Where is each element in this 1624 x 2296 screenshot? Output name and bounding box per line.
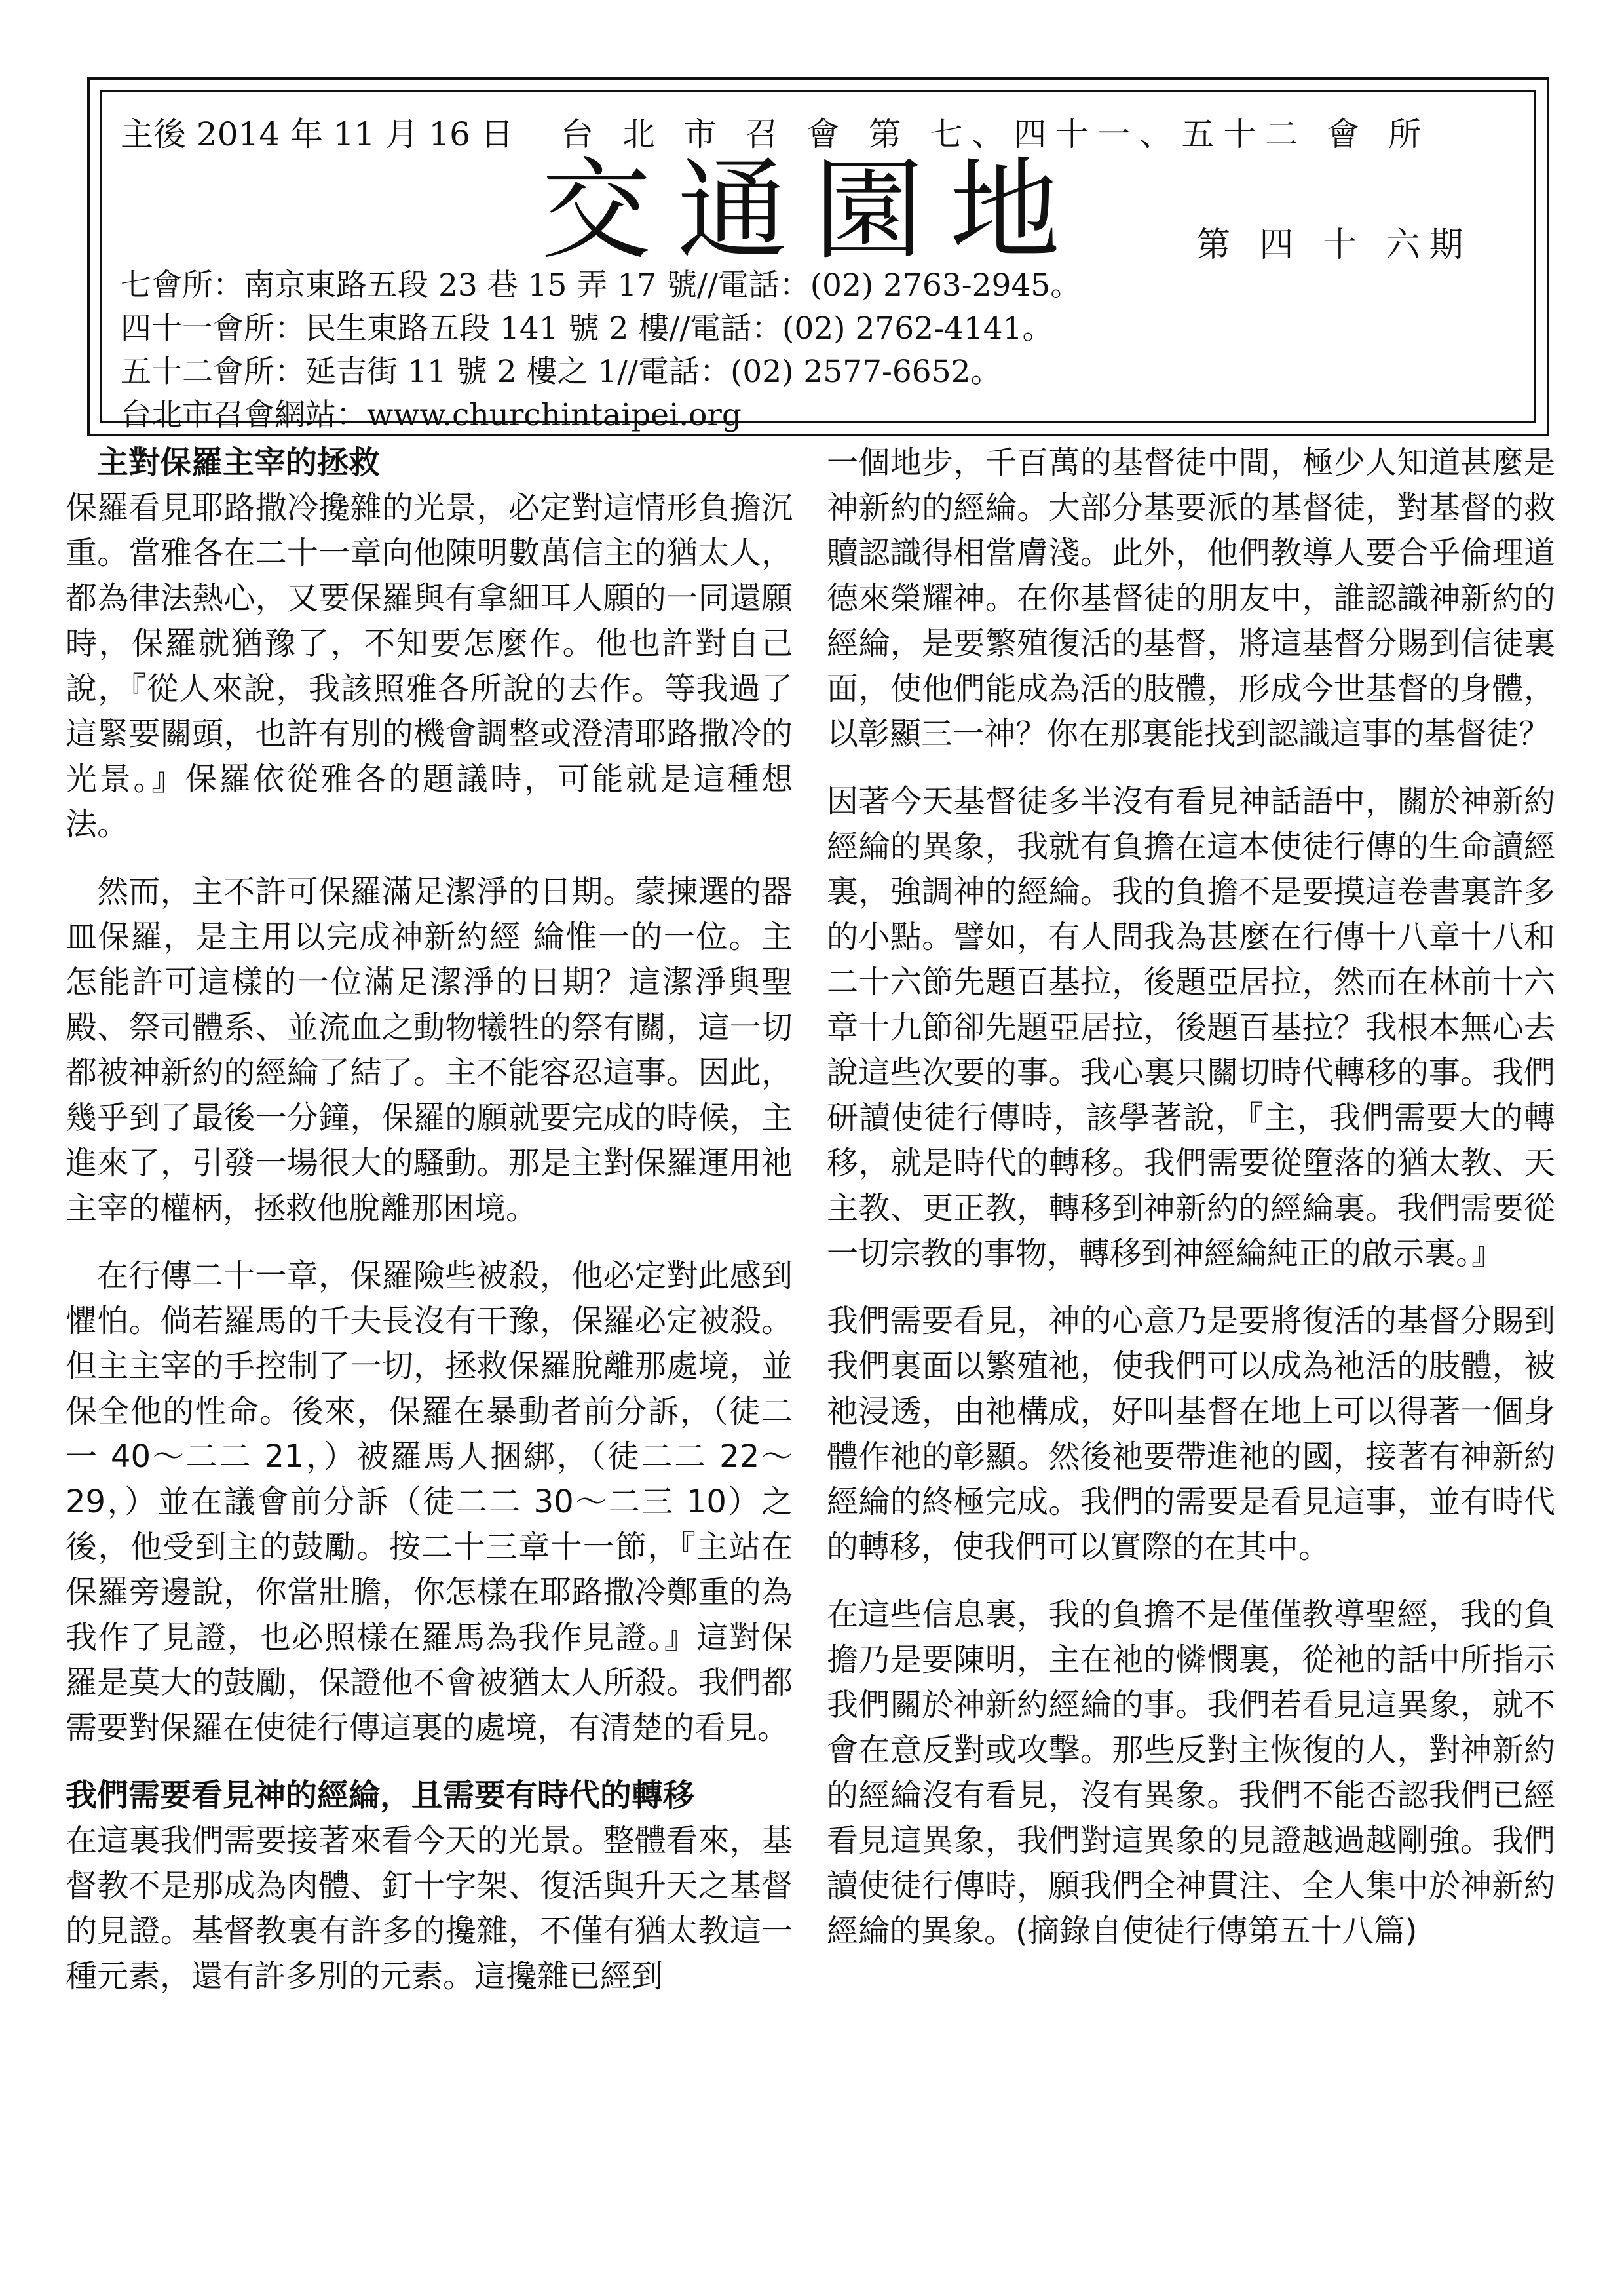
right-column: [827, 440, 1555, 1954]
church-name: 台 北 市 召 會 第 七、四十一、五十二 會 所: [561, 115, 1431, 153]
paragraph: 因著今天基督徒多半沒有看見神話語中，關於神新約經綸的異象，我就有負擔在這本使徒行傳的生命讀經裏，強調神的經綸。我的負擔不是要摸這卷書裏許多的小點。譬如，有人問我為甚麼在行傳十八章十八和二十六節先題百基拉，後題亞居拉，然而在林前十六章十九節卻先題亞居拉，後題百基拉？我根本無心去說這些次要的事。我心裏只關切時代轉移的事。我們研讀使徒行傳時，該學著說，『主，我們需要大的轉移，就是時代的轉移。我們需要從墮落的猶太教、天主教、更正教，轉移到神新約的經綸裏。我們需要從一切宗教的事物，轉移到神經綸純正的啟示裏。』: [827, 783, 1555, 1272]
website-line[interactable]: 台北市召會網站：www.churchintaipei.org: [121, 397, 742, 433]
paragraph: 保羅看見耶路撒冷攙雜的光景，必定對這情形負擔沉重。當雅各在二十一章向他陳明數萬信主的猶太人，都為律法熱心，又要保羅與有拿細耳人願的一同還願時，保羅就猶豫了，不知要怎麼作。他也許對自己說，『從人來說，我該照雅各所說的去作。等我過了這緊要關頭，也許有別的機會調整或澄清耶路撒冷的光景。』保羅依從雅各的題議時，可能就是這種想法。: [66, 489, 793, 843]
masthead: [87, 77, 1549, 436]
contact-line-7: 七會所：南京東路五段 23 巷 15 弄 17 號//電話：(02) 2763-2945。: [121, 267, 1082, 303]
issue-number: 第 四 十 六期: [1196, 225, 1473, 265]
newsletter-title: 交通園地: [541, 146, 1086, 275]
contact-line-52: 五十二會所：延吉街 11 號 2 樓之 1//電話：(02) 2577-6652。: [121, 354, 1002, 390]
paragraph: 我們需要看見，神的心意乃是要將復活的基督分賜到我們裏面以繁殖祂，使我們可以成為祂活的肢體，被祂浸透，由祂構成，好叫基督在地上可以得著一個身體作祂的彰顯。然後祂要帶進祂的國，接著有神新約經綸的終極完成。我們的需要是看見這事，並有時代的轉移，使我們可以實際的在其中。: [827, 1303, 1555, 1565]
left-column: [66, 440, 793, 1999]
paragraph: 在行傳二十一章，保羅險些被殺，他必定對此感到懼怕。倘若羅馬的千夫長沒有干豫，保羅必定被殺。但主主宰的手控制了一切，拯救保羅脫離那處境，並保全他的性命。後來，保羅在暴動者前分訴，（徒二一 40～二二 21，）被羅馬人捆綁，（徒二二 22～29，）並在議會前分訴（徒二二 30～二三 10）之後，他受到主的鼓勵。按二十三章十一節，『主站在保羅旁邊說，你當壯膽，你怎樣在耶路撒冷鄭重的為我作了見證，也必照樣在羅馬為我作見證。』這對保羅是莫大的鼓勵，保證他不會被猶太人所殺。我們都需要對保羅在使徒行傳這裏的處境，有清楚的看見。: [66, 1257, 793, 1746]
section-heading: 我們需要看見神的經綸，且需要有時代的轉移: [66, 1777, 695, 1814]
paragraph: 然而，主不許可保羅滿足潔淨的日期。蒙揀選的器皿保羅，是主用以完成神新約經 綸惟一的一位。主怎能許可這樣的一位滿足潔淨的日期？這潔淨與聖殿、祭司體系、並流血之動物犧牲的祭有關，這一切都被神新約的經綸了結了。主不能容忍這事。因此，幾乎到了最後一分鐘，保羅的願就要完成的時候，主進來了，引發一場很大的騷動。那是主對保羅運用祂主宰的權柄，拯救他脫離那困境。: [66, 873, 793, 1227]
paragraph: 一個地步，千百萬的基督徒中間，極少人知道甚麼是神新約的經綸。大部分基要派的基督徒，對基督的救贖認識得相當膚淺。此外，他們教導人要合乎倫理道德來榮耀神。在你基督徒的朋友中，誰認識神新約的經綸，是要繁殖復活的基督，將這基督分賜到信徒裏面，使他們能成為活的肢體，形成今世基督的身體，以彰顯三一神？你在那裏能找到認識這事的基督徒？: [827, 444, 1555, 752]
paragraph: 在這裏我們需要接著來看今天的光景。整體看來，基督教不是那成為肉體、釘十字架、復活與升天之基督的見證。基督教裏有許多的攙雜，不僅有猶太教這一種元素，還有許多別的元素。這攙雜已經到: [66, 1822, 793, 1995]
paragraph: 在這些信息裏，我的負擔不是僅僅教導聖經，我的負擔乃是要陳明，主在祂的憐憫裏，從祂的話中所指示我們關於神新約經綸的事。我們若看見這異象，就不會在意反對或攻擊。那些反對主恢復的人，對神新約的經綸沒有看見，沒有異象。我們不能否認我們已經看見這異象，我們對這異象的見證越過越剛強。我們讀使徒行傳時，願我們全神貫注、全人集中於神新約經綸的異象。(摘錄自使徒行傳第五十八篇): [827, 1596, 1555, 1949]
masthead-inner-border: [100, 90, 1536, 433]
issue-date: 主後 2014 年 11 月 16 日: [121, 115, 514, 153]
contact-info: [121, 264, 1081, 437]
contact-line-41: 四十一會所：民生東路五段 141 號 2 樓//電話：(02) 2762-4141。: [121, 311, 1053, 347]
section-heading: 主對保羅主宰的拯救: [97, 444, 381, 481]
